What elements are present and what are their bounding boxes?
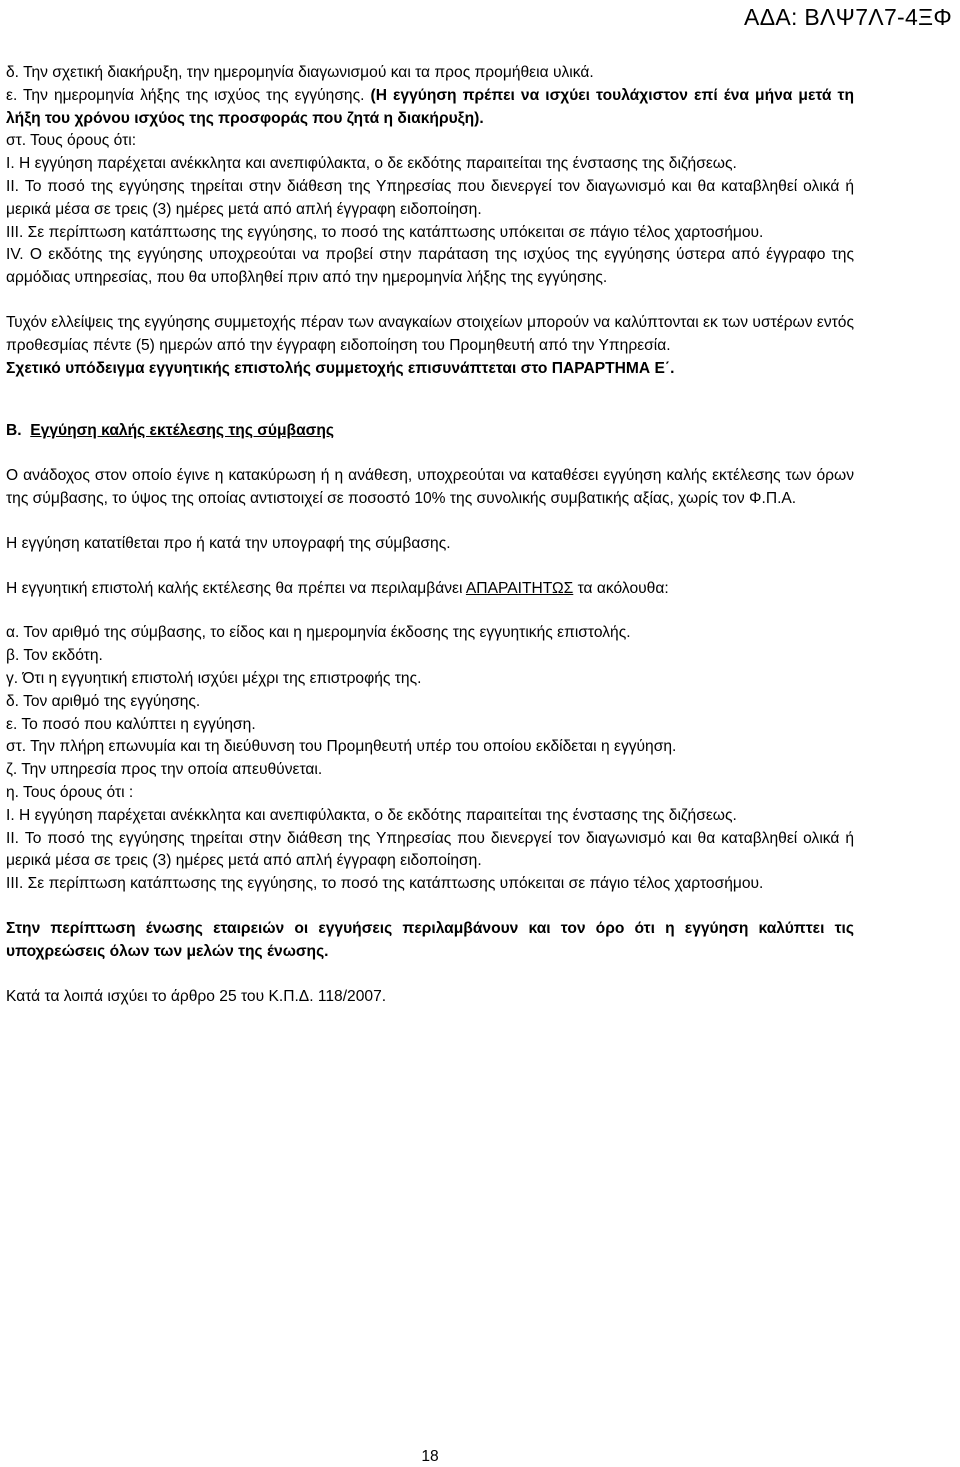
appendix-note: Σχετικό υπόδειγμα εγγυητικής επιστολής συμμετοχής επισυνάπτεται στο ΠΑΡΑΡΤΗΜΑ Ε΄.	[6, 359, 675, 377]
deficiencies-paragraph: Τυχόν ελλείψεις της εγγύησης συμμετοχής πέραν των αναγκαίων στοιχείων μπορούν να καλύπτονται εκ των υστέρων εντός προθεσμίας πέντε (5) ημερών από την έγγραφη ειδοποίηση του Προμηθευτή από την Υπηρεσία.	[6, 313, 854, 354]
joint-venture-note: Στην περίπτωση ένωσης εταιρειών οι εγγυήσεις περιλαμβάνουν και τον όρο ότι η εγγύηση καλύπτει τις υποχρεώσεις όλων των μελών της ένωσης.	[6, 919, 854, 960]
list-item: ζ. Την υπηρεσία προς την οποία απευθύνεται.	[6, 761, 323, 779]
item-e: ε. Την ημερομηνία λήξης της ισχύος της εγγύησης. (Η εγγύηση πρέπει να ισχύει τουλάχιστον επί ένα μήνα μετά τη λήξη του χρόνου ισχύος της προσφοράς που ζητά η διακήρυξη).	[6, 86, 855, 127]
closing-paragraph: Κατά τα λοιπά ισχύει το άρθρο 25 του Κ.Π.Δ. 118/2007.	[6, 987, 387, 1005]
list-item: III. Σε περίπτωση κατάπτωσης της εγγύησης, το ποσό της κατάπτωσης υπόκειται σε πάγιο τέλος χαρτοσήμου.	[6, 875, 764, 893]
term-ii: II. Το ποσό της εγγύησης τηρείται στην διάθεση της Υπηρεσίας που διενεργεί τον διαγωνισμό και θα καταβληθεί ολικά ή μερικά μέσα σε τρεις (3) ημέρες μετά από απλή έγγραφη ειδοποίηση.	[6, 177, 854, 218]
list-item: στ. Την πλήρη επωνυμία και τη διεύθυνση του Προμηθευτή υπέρ του οποίου εκδίδεται η εγγύηση.	[6, 738, 677, 756]
page-number: 18	[421, 1448, 439, 1465]
list-item: α. Τον αριθμό της σύμβασης, το είδος και η ημερομηνία έκδοσης της εγγυητικής επιστολής.	[6, 624, 631, 642]
term-iv: IV. Ο εκδότης της εγγύησης υποχρεούται να προβεί στην παράταση της ισχύος της εγγύησης ύστερα από έγγραφο της αρμόδιας υπηρεσίας, που θα υποβληθεί πριν από την ημερομηνία λήξης της εγγύησης.	[6, 246, 854, 287]
section-b-paragraph-1: Ο ανάδοχος στον οποίο έγινε η κατακύρωση ή η ανάθεση, υποχρεούται να καταθέσει εγγύηση καλής εκτέλεσης των όρων της σύμβασης, το ύψος της οποίας αντιστοιχεί σε ποσοστό 10% της συνολικής συμβατικής αξίας, χωρίς τον Φ.Π.Α.	[6, 467, 854, 507]
list-item: II. Το ποσό της εγγύησης τηρείται στην διάθεση της Υπηρεσίας που διενεργεί τον διαγωνισμό και θα καταβληθεί ολικά ή μερικά μέσα σε τρεις (3) ημέρες μετά από απλή έγγραφη ειδοποίηση.	[6, 829, 854, 870]
section-b-paragraph-3: Η εγγυητική επιστολή καλής εκτέλεσης θα πρέπει να περιλαμβάνει ΑΠΑΡΑΙΤΗΤΩΣ τα ακόλουθα:	[6, 579, 669, 597]
list-item: I. Η εγγύηση παρέχεται ανέκκλητα και ανεπιφύλακτα, ο δε εκδότης παραιτείται της ένστασης της διζήσεως.	[6, 806, 737, 824]
list-item: β. Τον εκδότη.	[6, 647, 103, 665]
item-d: δ. Την σχετική διακήρυξη, την ημερομηνία διαγωνισμού και τα προς προμήθεια υλικά.	[6, 64, 594, 81]
document-body	[6, 62, 854, 1008]
ada-code: ΑΔΑ: ΒΛΨ7Λ7-4ΞΦ	[744, 4, 952, 30]
list-item: η. Τους όρους ότι :	[6, 783, 134, 801]
list-item: ε. Το ποσό που καλύπτει η εγγύηση.	[6, 715, 256, 733]
section-b-paragraph-2: Η εγγύηση κατατίθεται προ ή κατά την υπογραφή της σύμβασης.	[6, 534, 451, 552]
item-st: στ. Τους όρους ότι:	[6, 132, 137, 150]
section-b-heading: Β. Εγγύηση καλής εκτέλεσης της σύμβασης	[6, 422, 334, 440]
list-item: δ. Τον αριθμό της εγγύησης.	[6, 692, 201, 710]
term-iii: III. Σε περίπτωση κατάπτωσης της εγγύησης, το ποσό της κατάπτωσης υπόκειται σε πάγιο τέλος χαρτοσήμου.	[6, 223, 764, 241]
term-i: I. Η εγγύηση παρέχεται ανέκκλητα και ανεπιφύλακτα, ο δε εκδότης παραιτείται της ένστασης της διζήσεως.	[6, 155, 737, 173]
list-item: γ. Ότι η εγγυητική επιστολή ισχύει μέχρι της επιστροφής της.	[6, 669, 422, 687]
